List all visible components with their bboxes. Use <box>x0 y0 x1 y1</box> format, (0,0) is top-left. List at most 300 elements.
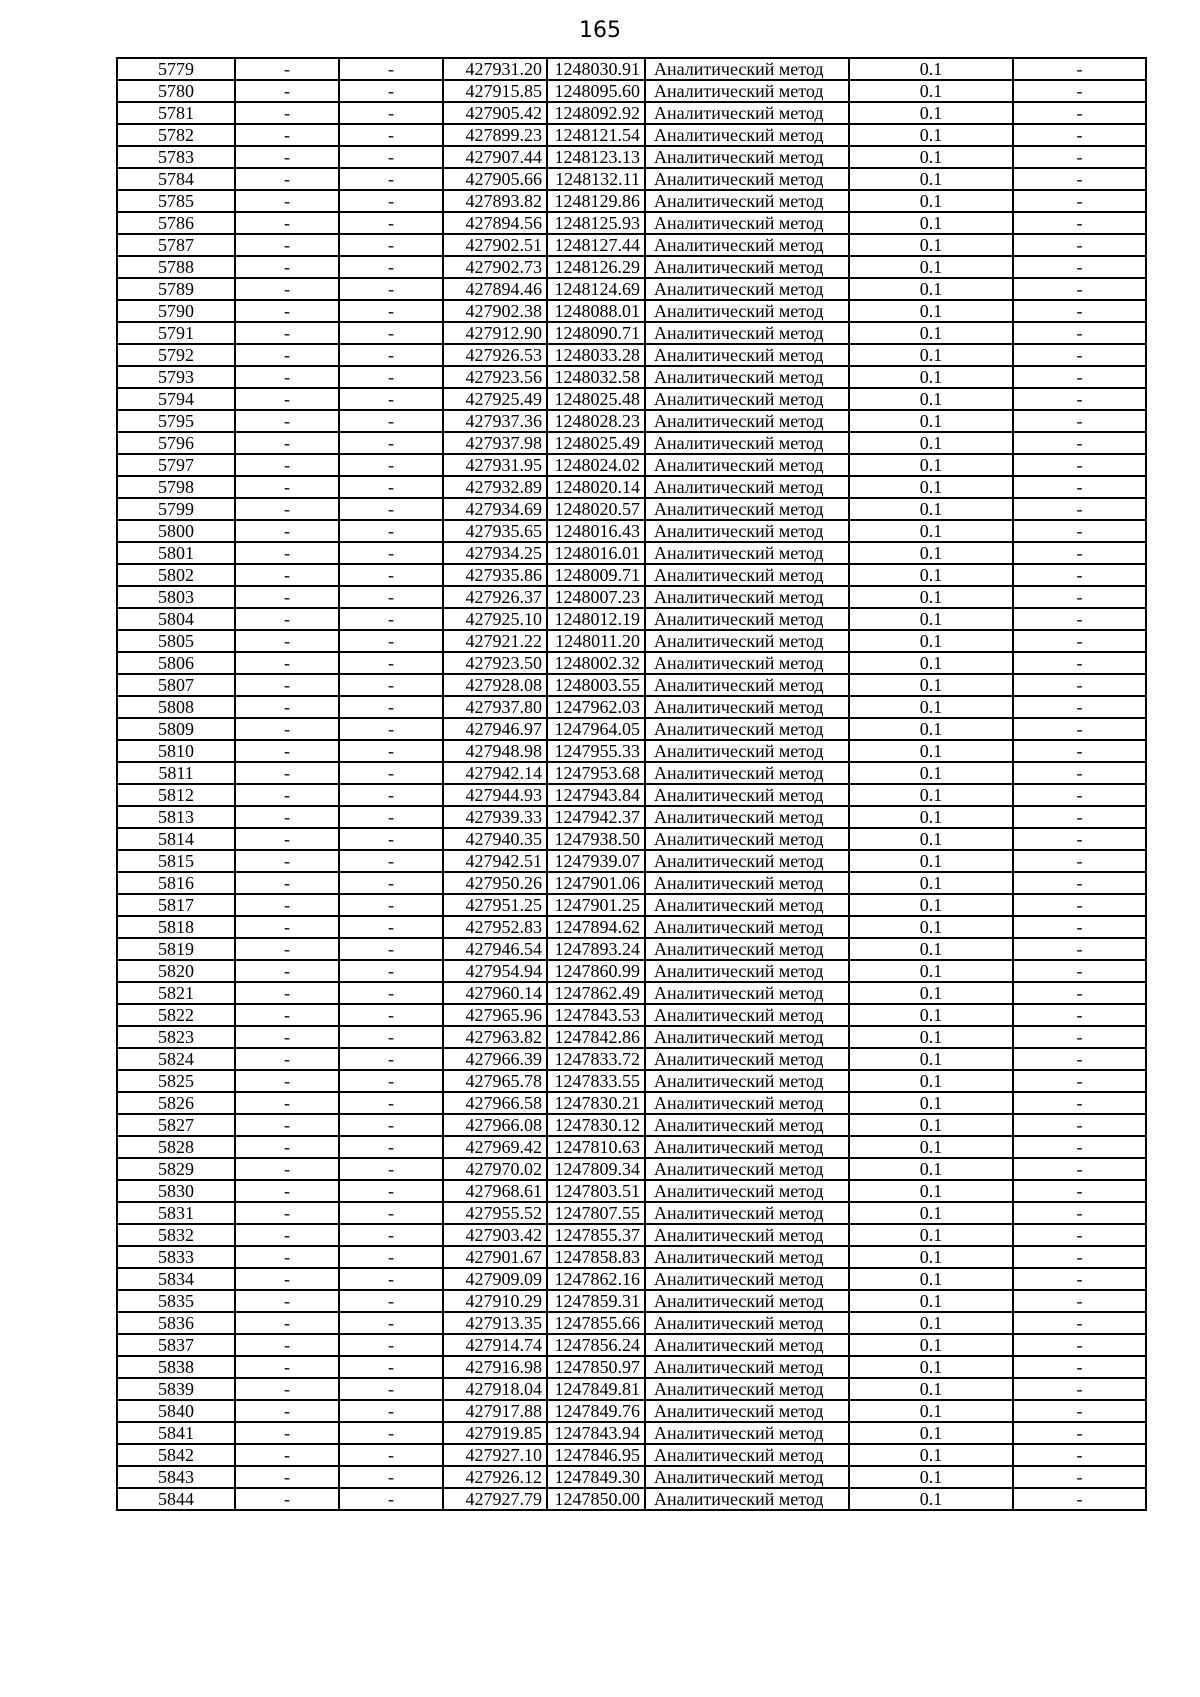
dash-cell: - <box>339 1268 443 1290</box>
dash-cell: - <box>339 1422 443 1444</box>
point-number-cell: 5828 <box>117 1136 235 1158</box>
method-cell: Аналитический метод <box>645 1224 849 1246</box>
dash-cell: - <box>235 828 339 850</box>
dash-cell: - <box>235 300 339 322</box>
point-number-cell: 5822 <box>117 1004 235 1026</box>
precision-cell: 0.1 <box>849 410 1013 432</box>
x-coordinate-cell: 427965.78 <box>443 1070 547 1092</box>
table-row <box>117 1422 1146 1444</box>
table-row <box>117 652 1146 674</box>
y-coordinate-cell: 1248028.23 <box>547 410 645 432</box>
table-row <box>117 1268 1146 1290</box>
table-row <box>117 388 1146 410</box>
precision-cell: 0.1 <box>849 476 1013 498</box>
x-coordinate-cell: 427931.95 <box>443 454 547 476</box>
method-cell: Аналитический метод <box>645 806 849 828</box>
note-cell: - <box>1013 476 1146 498</box>
x-coordinate-cell: 427909.09 <box>443 1268 547 1290</box>
y-coordinate-cell: 1247810.63 <box>547 1136 645 1158</box>
precision-cell: 0.1 <box>849 1444 1013 1466</box>
precision-cell: 0.1 <box>849 828 1013 850</box>
y-coordinate-cell: 1247862.16 <box>547 1268 645 1290</box>
table-row <box>117 1202 1146 1224</box>
precision-cell: 0.1 <box>849 586 1013 608</box>
dash-cell: - <box>235 168 339 190</box>
point-number-cell: 5833 <box>117 1246 235 1268</box>
point-number-cell: 5782 <box>117 124 235 146</box>
method-cell: Аналитический метод <box>645 916 849 938</box>
precision-cell: 0.1 <box>849 916 1013 938</box>
y-coordinate-cell: 1247901.25 <box>547 894 645 916</box>
method-cell: Аналитический метод <box>645 454 849 476</box>
dash-cell: - <box>339 1334 443 1356</box>
method-cell: Аналитический метод <box>645 1158 849 1180</box>
y-coordinate-cell: 1248024.02 <box>547 454 645 476</box>
table-row <box>117 1334 1146 1356</box>
dash-cell: - <box>339 58 443 80</box>
y-coordinate-cell: 1247860.99 <box>547 960 645 982</box>
dash-cell: - <box>339 1136 443 1158</box>
dash-cell: - <box>235 982 339 1004</box>
precision-cell: 0.1 <box>849 168 1013 190</box>
dash-cell: - <box>235 1488 339 1510</box>
x-coordinate-cell: 427937.98 <box>443 432 547 454</box>
method-cell: Аналитический метод <box>645 1312 849 1334</box>
y-coordinate-cell: 1248025.49 <box>547 432 645 454</box>
dash-cell: - <box>339 1378 443 1400</box>
precision-cell: 0.1 <box>849 1268 1013 1290</box>
x-coordinate-cell: 427950.26 <box>443 872 547 894</box>
note-cell: - <box>1013 278 1146 300</box>
dash-cell: - <box>339 278 443 300</box>
dash-cell: - <box>339 894 443 916</box>
table-row <box>117 784 1146 806</box>
precision-cell: 0.1 <box>849 630 1013 652</box>
y-coordinate-cell: 1248002.32 <box>547 652 645 674</box>
y-coordinate-cell: 1248009.71 <box>547 564 645 586</box>
precision-cell: 0.1 <box>849 652 1013 674</box>
x-coordinate-cell: 427899.23 <box>443 124 547 146</box>
table-row <box>117 850 1146 872</box>
y-coordinate-cell: 1248016.01 <box>547 542 645 564</box>
note-cell: - <box>1013 256 1146 278</box>
table-row <box>117 542 1146 564</box>
method-cell: Аналитический метод <box>645 1290 849 1312</box>
dash-cell: - <box>339 1488 443 1510</box>
precision-cell: 0.1 <box>849 388 1013 410</box>
dash-cell: - <box>339 762 443 784</box>
note-cell: - <box>1013 1334 1146 1356</box>
x-coordinate-cell: 427946.54 <box>443 938 547 960</box>
dash-cell: - <box>339 718 443 740</box>
point-number-cell: 5836 <box>117 1312 235 1334</box>
point-number-cell: 5842 <box>117 1444 235 1466</box>
x-coordinate-cell: 427913.35 <box>443 1312 547 1334</box>
precision-cell: 0.1 <box>849 960 1013 982</box>
precision-cell: 0.1 <box>849 564 1013 586</box>
note-cell: - <box>1013 124 1146 146</box>
point-number-cell: 5804 <box>117 608 235 630</box>
precision-cell: 0.1 <box>849 608 1013 630</box>
note-cell: - <box>1013 960 1146 982</box>
point-number-cell: 5785 <box>117 190 235 212</box>
dash-cell: - <box>235 1180 339 1202</box>
dash-cell: - <box>235 146 339 168</box>
y-coordinate-cell: 1248012.19 <box>547 608 645 630</box>
precision-cell: 0.1 <box>849 784 1013 806</box>
note-cell: - <box>1013 1356 1146 1378</box>
precision-cell: 0.1 <box>849 1334 1013 1356</box>
method-cell: Аналитический метод <box>645 1268 849 1290</box>
y-coordinate-cell: 1247938.50 <box>547 828 645 850</box>
method-cell: Аналитический метод <box>645 1136 849 1158</box>
dash-cell: - <box>235 894 339 916</box>
dash-cell: - <box>235 1158 339 1180</box>
dash-cell: - <box>339 1070 443 1092</box>
precision-cell: 0.1 <box>849 850 1013 872</box>
dash-cell: - <box>339 652 443 674</box>
point-number-cell: 5818 <box>117 916 235 938</box>
method-cell: Аналитический метод <box>645 1070 849 1092</box>
y-coordinate-cell: 1248129.86 <box>547 190 645 212</box>
note-cell: - <box>1013 828 1146 850</box>
dash-cell: - <box>339 1290 443 1312</box>
precision-cell: 0.1 <box>849 1246 1013 1268</box>
y-coordinate-cell: 1247843.94 <box>547 1422 645 1444</box>
note-cell: - <box>1013 564 1146 586</box>
method-cell: Аналитический метод <box>645 190 849 212</box>
dash-cell: - <box>339 828 443 850</box>
method-cell: Аналитический метод <box>645 608 849 630</box>
precision-cell: 0.1 <box>849 1202 1013 1224</box>
note-cell: - <box>1013 696 1146 718</box>
method-cell: Аналитический метод <box>645 278 849 300</box>
dash-cell: - <box>235 1334 339 1356</box>
y-coordinate-cell: 1248032.58 <box>547 366 645 388</box>
method-cell: Аналитический метод <box>645 344 849 366</box>
method-cell: Аналитический метод <box>645 1048 849 1070</box>
point-number-cell: 5810 <box>117 740 235 762</box>
dash-cell: - <box>339 1202 443 1224</box>
y-coordinate-cell: 1247807.55 <box>547 1202 645 1224</box>
dash-cell: - <box>235 1202 339 1224</box>
dash-cell: - <box>339 322 443 344</box>
y-coordinate-cell: 1247833.55 <box>547 1070 645 1092</box>
x-coordinate-cell: 427905.42 <box>443 102 547 124</box>
dash-cell: - <box>235 432 339 454</box>
dash-cell: - <box>235 498 339 520</box>
method-cell: Аналитический метод <box>645 58 849 80</box>
x-coordinate-cell: 427914.74 <box>443 1334 547 1356</box>
table-row <box>117 1290 1146 1312</box>
y-coordinate-cell: 1247855.37 <box>547 1224 645 1246</box>
dash-cell: - <box>339 168 443 190</box>
dash-cell: - <box>339 1444 443 1466</box>
x-coordinate-cell: 427955.52 <box>443 1202 547 1224</box>
x-coordinate-cell: 427944.93 <box>443 784 547 806</box>
dash-cell: - <box>339 366 443 388</box>
point-number-cell: 5779 <box>117 58 235 80</box>
x-coordinate-cell: 427960.14 <box>443 982 547 1004</box>
point-number-cell: 5841 <box>117 1422 235 1444</box>
method-cell: Аналитический метод <box>645 1092 849 1114</box>
precision-cell: 0.1 <box>849 366 1013 388</box>
point-number-cell: 5824 <box>117 1048 235 1070</box>
precision-cell: 0.1 <box>849 696 1013 718</box>
dash-cell: - <box>339 520 443 542</box>
y-coordinate-cell: 1248003.55 <box>547 674 645 696</box>
y-coordinate-cell: 1247901.06 <box>547 872 645 894</box>
method-cell: Аналитический метод <box>645 1466 849 1488</box>
y-coordinate-cell: 1248016.43 <box>547 520 645 542</box>
method-cell: Аналитический метод <box>645 1400 849 1422</box>
point-number-cell: 5800 <box>117 520 235 542</box>
y-coordinate-cell: 1247862.49 <box>547 982 645 1004</box>
method-cell: Аналитический метод <box>645 982 849 1004</box>
dash-cell: - <box>339 872 443 894</box>
precision-cell: 0.1 <box>849 1158 1013 1180</box>
method-cell: Аналитический метод <box>645 828 849 850</box>
y-coordinate-cell: 1247942.37 <box>547 806 645 828</box>
dash-cell: - <box>339 454 443 476</box>
method-cell: Аналитический метод <box>645 1114 849 1136</box>
point-number-cell: 5835 <box>117 1290 235 1312</box>
x-coordinate-cell: 427902.38 <box>443 300 547 322</box>
table-row <box>117 432 1146 454</box>
dash-cell: - <box>235 960 339 982</box>
y-coordinate-cell: 1248007.23 <box>547 586 645 608</box>
note-cell: - <box>1013 1290 1146 1312</box>
note-cell: - <box>1013 982 1146 1004</box>
x-coordinate-cell: 427905.66 <box>443 168 547 190</box>
precision-cell: 0.1 <box>849 1224 1013 1246</box>
y-coordinate-cell: 1247830.21 <box>547 1092 645 1114</box>
y-coordinate-cell: 1248121.54 <box>547 124 645 146</box>
dash-cell: - <box>339 300 443 322</box>
note-cell: - <box>1013 1180 1146 1202</box>
x-coordinate-cell: 427940.35 <box>443 828 547 850</box>
dash-cell: - <box>339 982 443 1004</box>
method-cell: Аналитический метод <box>645 1488 849 1510</box>
x-coordinate-cell: 427952.83 <box>443 916 547 938</box>
x-coordinate-cell: 427901.67 <box>443 1246 547 1268</box>
table-row <box>117 630 1146 652</box>
y-coordinate-cell: 1247858.83 <box>547 1246 645 1268</box>
y-coordinate-cell: 1247849.76 <box>547 1400 645 1422</box>
point-number-cell: 5805 <box>117 630 235 652</box>
table-row <box>117 1070 1146 1092</box>
table-row <box>117 894 1146 916</box>
precision-cell: 0.1 <box>849 146 1013 168</box>
x-coordinate-cell: 427935.65 <box>443 520 547 542</box>
point-number-cell: 5826 <box>117 1092 235 1114</box>
point-number-cell: 5817 <box>117 894 235 916</box>
x-coordinate-cell: 427942.51 <box>443 850 547 872</box>
method-cell: Аналитический метод <box>645 762 849 784</box>
x-coordinate-cell: 427923.50 <box>443 652 547 674</box>
note-cell: - <box>1013 872 1146 894</box>
table-row <box>117 1004 1146 1026</box>
note-cell: - <box>1013 212 1146 234</box>
point-number-cell: 5786 <box>117 212 235 234</box>
dash-cell: - <box>235 586 339 608</box>
x-coordinate-cell: 427969.42 <box>443 1136 547 1158</box>
method-cell: Аналитический метод <box>645 1444 849 1466</box>
point-number-cell: 5827 <box>117 1114 235 1136</box>
table-row <box>117 476 1146 498</box>
note-cell: - <box>1013 1202 1146 1224</box>
method-cell: Аналитический метод <box>645 322 849 344</box>
dash-cell: - <box>339 1312 443 1334</box>
point-number-cell: 5821 <box>117 982 235 1004</box>
precision-cell: 0.1 <box>849 872 1013 894</box>
note-cell: - <box>1013 850 1146 872</box>
point-number-cell: 5829 <box>117 1158 235 1180</box>
y-coordinate-cell: 1248125.93 <box>547 212 645 234</box>
method-cell: Аналитический метод <box>645 410 849 432</box>
table-row <box>117 696 1146 718</box>
dash-cell: - <box>339 630 443 652</box>
precision-cell: 0.1 <box>849 1180 1013 1202</box>
method-cell: Аналитический метод <box>645 256 849 278</box>
table-row <box>117 960 1146 982</box>
dash-cell: - <box>235 1268 339 1290</box>
dash-cell: - <box>339 344 443 366</box>
precision-cell: 0.1 <box>849 1422 1013 1444</box>
table-row <box>117 718 1146 740</box>
dash-cell: - <box>339 740 443 762</box>
point-number-cell: 5816 <box>117 872 235 894</box>
y-coordinate-cell: 1247943.84 <box>547 784 645 806</box>
x-coordinate-cell: 427931.20 <box>443 58 547 80</box>
point-number-cell: 5787 <box>117 234 235 256</box>
note-cell: - <box>1013 762 1146 784</box>
note-cell: - <box>1013 432 1146 454</box>
point-number-cell: 5784 <box>117 168 235 190</box>
x-coordinate-cell: 427934.25 <box>443 542 547 564</box>
y-coordinate-cell: 1248124.69 <box>547 278 645 300</box>
x-coordinate-cell: 427912.90 <box>443 322 547 344</box>
point-number-cell: 5808 <box>117 696 235 718</box>
table-row <box>117 102 1146 124</box>
dash-cell: - <box>339 146 443 168</box>
note-cell: - <box>1013 1224 1146 1246</box>
table-row <box>117 1356 1146 1378</box>
note-cell: - <box>1013 520 1146 542</box>
dash-cell: - <box>339 234 443 256</box>
x-coordinate-cell: 427937.80 <box>443 696 547 718</box>
dash-cell: - <box>235 520 339 542</box>
point-number-cell: 5799 <box>117 498 235 520</box>
dash-cell: - <box>235 102 339 124</box>
point-number-cell: 5790 <box>117 300 235 322</box>
x-coordinate-cell: 427951.25 <box>443 894 547 916</box>
y-coordinate-cell: 1247843.53 <box>547 1004 645 1026</box>
method-cell: Аналитический метод <box>645 1202 849 1224</box>
point-number-cell: 5781 <box>117 102 235 124</box>
y-coordinate-cell: 1247939.07 <box>547 850 645 872</box>
point-number-cell: 5843 <box>117 1466 235 1488</box>
point-number-cell: 5837 <box>117 1334 235 1356</box>
table-row <box>117 234 1146 256</box>
table-row <box>117 168 1146 190</box>
note-cell: - <box>1013 300 1146 322</box>
y-coordinate-cell: 1247842.86 <box>547 1026 645 1048</box>
precision-cell: 0.1 <box>849 762 1013 784</box>
note-cell: - <box>1013 1444 1146 1466</box>
dash-cell: - <box>235 806 339 828</box>
precision-cell: 0.1 <box>849 432 1013 454</box>
x-coordinate-cell: 427966.39 <box>443 1048 547 1070</box>
dash-cell: - <box>339 410 443 432</box>
precision-cell: 0.1 <box>849 1466 1013 1488</box>
note-cell: - <box>1013 1246 1146 1268</box>
x-coordinate-cell: 427948.98 <box>443 740 547 762</box>
y-coordinate-cell: 1247859.31 <box>547 1290 645 1312</box>
precision-cell: 0.1 <box>849 1136 1013 1158</box>
table-row <box>117 740 1146 762</box>
y-coordinate-cell: 1247955.33 <box>547 740 645 762</box>
table-row <box>117 520 1146 542</box>
point-number-cell: 5832 <box>117 1224 235 1246</box>
dash-cell: - <box>339 586 443 608</box>
point-number-cell: 5820 <box>117 960 235 982</box>
x-coordinate-cell: 427903.42 <box>443 1224 547 1246</box>
table-row <box>117 1158 1146 1180</box>
point-number-cell: 5840 <box>117 1400 235 1422</box>
table-row <box>117 454 1146 476</box>
note-cell: - <box>1013 916 1146 938</box>
y-coordinate-cell: 1247849.81 <box>547 1378 645 1400</box>
note-cell: - <box>1013 1378 1146 1400</box>
note-cell: - <box>1013 674 1146 696</box>
x-coordinate-cell: 427925.10 <box>443 608 547 630</box>
method-cell: Аналитический метод <box>645 432 849 454</box>
table-row <box>117 366 1146 388</box>
note-cell: - <box>1013 410 1146 432</box>
dash-cell: - <box>339 784 443 806</box>
table-row <box>117 80 1146 102</box>
dash-cell: - <box>235 674 339 696</box>
x-coordinate-cell: 427907.44 <box>443 146 547 168</box>
dash-cell: - <box>339 498 443 520</box>
note-cell: - <box>1013 1114 1146 1136</box>
point-number-cell: 5831 <box>117 1202 235 1224</box>
note-cell: - <box>1013 1488 1146 1510</box>
dash-cell: - <box>235 916 339 938</box>
dash-cell: - <box>339 806 443 828</box>
table-row <box>117 674 1146 696</box>
dash-cell: - <box>339 102 443 124</box>
dash-cell: - <box>339 1048 443 1070</box>
note-cell: - <box>1013 542 1146 564</box>
method-cell: Аналитический метод <box>645 234 849 256</box>
dash-cell: - <box>235 938 339 960</box>
method-cell: Аналитический метод <box>645 1378 849 1400</box>
y-coordinate-cell: 1247849.30 <box>547 1466 645 1488</box>
page-number: 165 <box>579 18 621 43</box>
point-number-cell: 5789 <box>117 278 235 300</box>
x-coordinate-cell: 427915.85 <box>443 80 547 102</box>
precision-cell: 0.1 <box>849 1070 1013 1092</box>
table-row <box>117 1048 1146 1070</box>
x-coordinate-cell: 427966.58 <box>443 1092 547 1114</box>
x-coordinate-cell: 427893.82 <box>443 190 547 212</box>
precision-cell: 0.1 <box>849 256 1013 278</box>
point-number-cell: 5788 <box>117 256 235 278</box>
point-number-cell: 5834 <box>117 1268 235 1290</box>
table-row <box>117 1488 1146 1510</box>
